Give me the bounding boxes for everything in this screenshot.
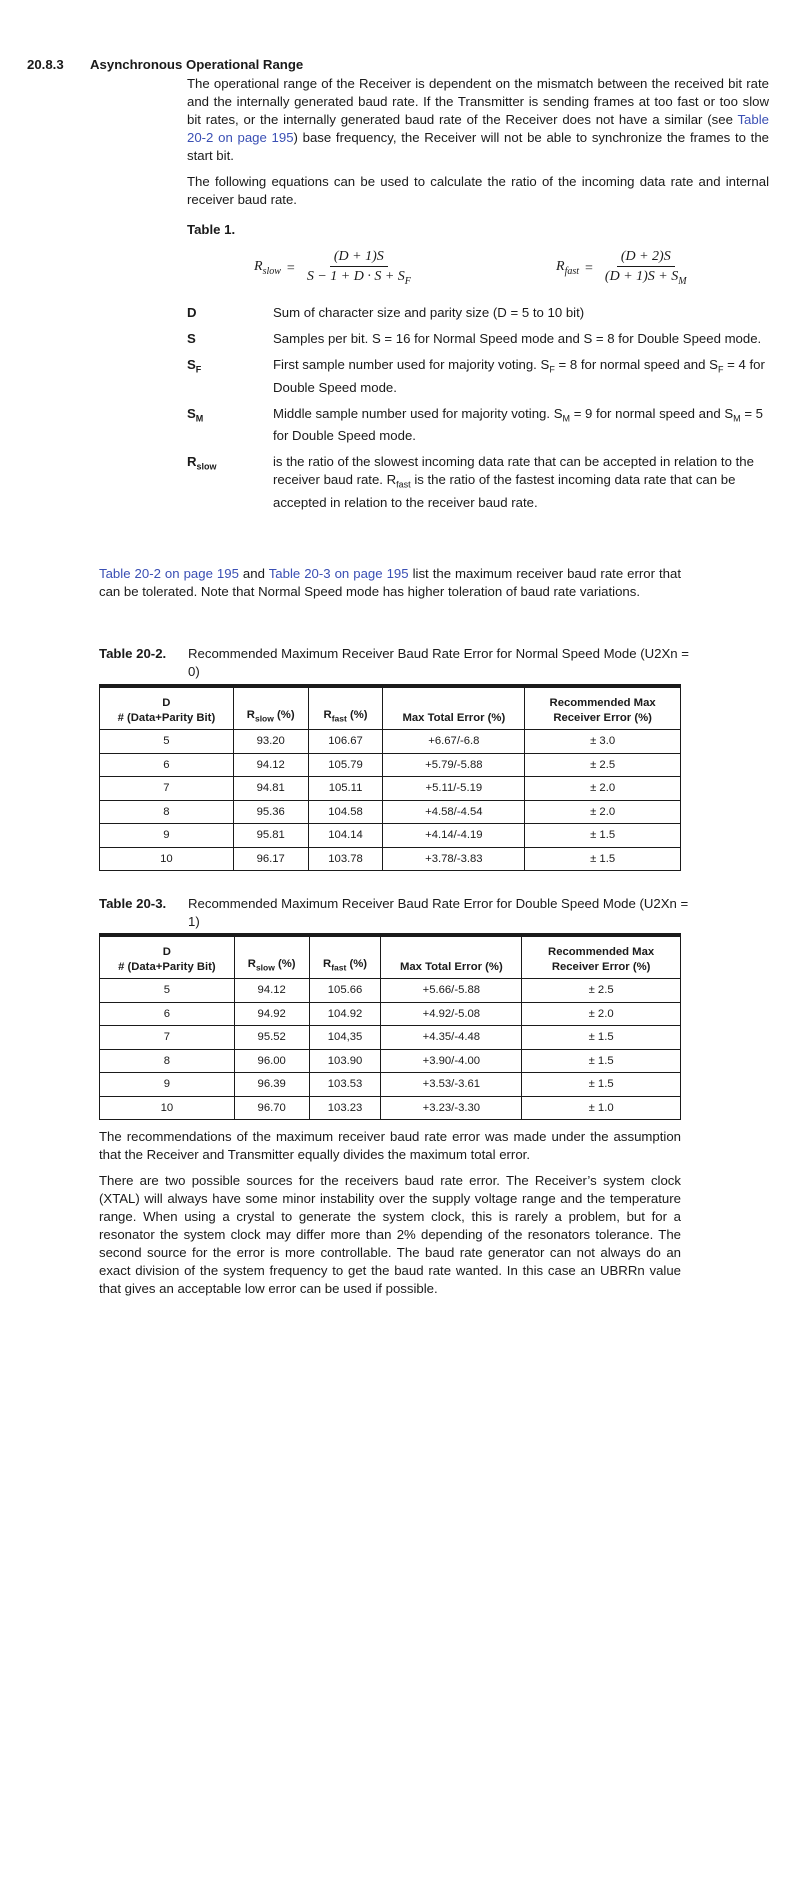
- definition-term: D: [187, 305, 197, 320]
- table-header-row: [100, 686, 681, 730]
- cell-max-total-error: +5.11/-5.19: [383, 777, 525, 801]
- definition-s: [187, 330, 772, 348]
- cell-d: 5: [100, 730, 234, 754]
- r-slow-fraction: [303, 248, 415, 290]
- definition-d: [187, 304, 772, 322]
- definition-description: First sample number used for majority voting. $S_F = 8$ for normal speed and $S_F = 4$ for Double Speed mode.: [273, 357, 765, 395]
- definition-description: Middle sample number used for majority voting. $S_M = 9$ for normal speed and $S_M = 5$ for Double Speed mode.: [273, 405, 764, 444]
- column-header-rfast: $R_{fast}$ (%): [309, 935, 381, 979]
- equals-sign: =: [286, 260, 295, 276]
- table-20-3: [99, 933, 681, 1120]
- table-row: [100, 1026, 681, 1050]
- cell-max-total-error: +3.23/-3.30: [381, 1096, 522, 1120]
- table-row: [100, 847, 681, 871]
- cell-recommended-max: ± 2.5: [522, 979, 681, 1003]
- cell-recommended-max: ± 1.5: [525, 847, 681, 871]
- table-label: Table 20-3.: [99, 896, 167, 911]
- equals-sign: =: [585, 260, 593, 276]
- definition-description: Sum of character size and parity size (D = 5 to 10 bit): [273, 305, 585, 320]
- cell-rfast: 104.92: [309, 1002, 381, 1026]
- cell-rfast: 103.90: [309, 1049, 381, 1073]
- cell-d: 7: [100, 1026, 235, 1050]
- cell-max-total-error: +5.79/-5.88: [383, 753, 525, 777]
- table-row: [100, 1096, 681, 1120]
- cell-d: 7: [100, 777, 234, 801]
- table-title: Recommended Maximum Receiver Baud Rate Error for Normal Speed Mode (U2Xn = 0): [188, 646, 689, 679]
- r-slow-equation: [254, 248, 415, 290]
- r-fast-equation: [556, 248, 691, 290]
- closing-paragraph-2: There are two possible sources for the receivers baud rate error. The Receiver’s system clock (XTAL) will always have some minor instability over the supply voltage range and the temperature range. When using a crystal to generate the system clock, this is rarely a problem, but for a resonator the system clock may differ more than 2% depending of the resonators tolerance. The second source for the error is more controllable. The baud rate generator can not always do an exact division of the system frequency to get the baud rate wanted. In this case an UBRRn value that gives an acceptable low error can be used if possible.: [99, 1173, 681, 1296]
- intro-text-after-link: ) base frequency, the Receiver will not be able to synchronize the frames to the start bit.: [187, 130, 769, 163]
- intro-paragraph-2: The following equations can be used to calculate the ratio of the incoming data rate and internal receiver baud rate.: [187, 174, 769, 207]
- definition-term: $S_F$: [187, 357, 202, 375]
- table-20-2-caption: [99, 645, 689, 681]
- cell-rslow: 94.12: [233, 753, 308, 777]
- cell-rfast: 103.53: [309, 1073, 381, 1097]
- cell-rslow: 96.00: [234, 1049, 309, 1073]
- definition-sf: [187, 356, 772, 397]
- cell-recommended-max: ± 2.0: [522, 1002, 681, 1026]
- cell-rfast: 104,35: [309, 1026, 381, 1050]
- cell-d: 9: [100, 1073, 235, 1097]
- column-header-max-total-error: Max Total Error (%): [381, 935, 522, 979]
- intro-text-before-link: The operational range of the Receiver is dependent on the mismatch between the received bit rate and the internally generated baud rate. If the Transmitter is sending frames at too fast or too slow bit rates, or the internally generated baud rate of the Receiver does not have a similar (see: [187, 76, 769, 127]
- cell-rfast: 103.78: [308, 847, 383, 871]
- cell-recommended-max: ± 1.5: [522, 1049, 681, 1073]
- equations-label: Table 1.: [187, 222, 236, 237]
- cell-rslow: 95.81: [233, 824, 308, 848]
- cell-d: 6: [100, 1002, 235, 1026]
- table-20-3-caption: [99, 895, 689, 931]
- r-fast-numerator: (D + 2)S: [617, 248, 675, 267]
- table-row: [100, 979, 681, 1003]
- r-slow-denominator: $S - 1 + D \cdot S + S_F$: [306, 269, 411, 287]
- cell-rfast: 105.11: [308, 777, 383, 801]
- r-fast-lhs: $R_{fast}$: [556, 258, 580, 277]
- cell-rfast: 106.67: [308, 730, 383, 754]
- table-row: [100, 1002, 681, 1026]
- column-header-rslow: $R_{slow}$ (%): [234, 935, 309, 979]
- column-header-rslow: $R_{slow}$ (%): [233, 686, 308, 730]
- definition-description: Samples per bit. S = 16 for Normal Speed mode and S = 8 for Double Speed mode.: [273, 331, 762, 346]
- r-slow-lhs: $R_{slow}$: [254, 258, 281, 277]
- table-label: Table 20-2.: [99, 646, 167, 661]
- table-20-2-link[interactable]: Table 20-2 on page 195: [187, 112, 769, 145]
- cell-recommended-max: ± 1.5: [522, 1073, 681, 1097]
- tables-intro-paragraph: [99, 565, 681, 601]
- cell-d: 9: [100, 824, 234, 848]
- intro-paragraph-1: [187, 75, 769, 165]
- column-header-rfast: $R_{fast}$ (%): [308, 686, 383, 730]
- column-header-recommended-max: Recommended Max Receiver Error (%): [522, 935, 681, 979]
- definition-term: $S_M$: [187, 405, 204, 424]
- closing-paragraph-1: The recommendations of the maximum receiver baud rate error was made under the assumption that the Receiver and Transmitter equally divides the maximum total error.: [99, 1129, 681, 1162]
- cell-max-total-error: +6.67/-6.8: [383, 730, 525, 754]
- definition-term: $R_{slow}$: [187, 454, 217, 472]
- definition-rslow: [187, 453, 772, 512]
- cell-d: 8: [100, 1049, 235, 1073]
- cell-rfast: 105.66: [309, 979, 381, 1003]
- table-20-2-link[interactable]: Table 20-2 on page 195: [99, 566, 239, 581]
- table-row: [100, 824, 681, 848]
- table-title: Recommended Maximum Receiver Baud Rate Error for Double Speed Mode (U2Xn = 1): [188, 896, 689, 929]
- definition-sm: [187, 405, 772, 446]
- table-row: [100, 1049, 681, 1073]
- tables-intro-text: list the maximum receiver baud rate error that can be tolerated. Note that Normal Speed mode has higher toleration of baud rate variations.: [99, 566, 681, 599]
- cell-d: 10: [100, 1096, 235, 1120]
- table-header-row: [100, 935, 681, 979]
- table-row: [100, 800, 681, 824]
- cell-d: 8: [100, 800, 234, 824]
- cell-rslow: 96.39: [234, 1073, 309, 1097]
- r-fast-fraction: [601, 248, 691, 290]
- cell-rslow: 94.81: [233, 777, 308, 801]
- column-header-recommended-max: Recommended Max Receiver Error (%): [525, 686, 681, 730]
- cell-d: 5: [100, 979, 235, 1003]
- cell-rfast: 104.14: [308, 824, 383, 848]
- and-text: and: [238, 566, 269, 581]
- definition-term: S: [187, 331, 196, 346]
- cell-recommended-max: ± 1.5: [522, 1026, 681, 1050]
- cell-recommended-max: ± 2.0: [525, 777, 681, 801]
- cell-rfast: 104.58: [308, 800, 383, 824]
- table-row: [100, 777, 681, 801]
- r-slow-numerator: (D + 1)S: [330, 248, 388, 267]
- table-row: [100, 753, 681, 777]
- cell-rslow: 95.52: [234, 1026, 309, 1050]
- cell-recommended-max: ± 1.5: [525, 824, 681, 848]
- cell-rfast: 103.23: [309, 1096, 381, 1120]
- table-20-2: [99, 684, 681, 871]
- section-number: 20.8.3: [27, 57, 64, 72]
- cell-max-total-error: +3.78/-3.83: [383, 847, 525, 871]
- cell-max-total-error: +3.90/-4.00: [381, 1049, 522, 1073]
- cell-rslow: 96.17: [233, 847, 308, 871]
- cell-recommended-max: ± 2.0: [525, 800, 681, 824]
- definition-description: is the ratio of the slowest incoming data rate that can be accepted in relation to the receiver baud rate. $R_{fast}$ is the ratio of the fastest incoming data rate that can be accepted in relation to the receiver baud rate.: [273, 454, 754, 510]
- cell-rslow: 94.92: [234, 1002, 309, 1026]
- cell-recommended-max: ± 3.0: [525, 730, 681, 754]
- r-fast-denominator: $(D + 1)S + S_M$: [604, 269, 687, 287]
- column-header-d: D # (Data+Parity Bit): [100, 686, 234, 730]
- cell-rslow: 93.20: [233, 730, 308, 754]
- cell-rslow: 96.70: [234, 1096, 309, 1120]
- cell-max-total-error: +4.14/-4.19: [383, 824, 525, 848]
- cell-rslow: 94.12: [234, 979, 309, 1003]
- column-header-max-total-error: Max Total Error (%): [383, 686, 525, 730]
- cell-recommended-max: ± 1.0: [522, 1096, 681, 1120]
- section-title: Asynchronous Operational Range: [90, 57, 304, 72]
- table-row: [100, 730, 681, 754]
- cell-rslow: 95.36: [233, 800, 308, 824]
- table-row: [100, 1073, 681, 1097]
- cell-max-total-error: +4.92/-5.08: [381, 1002, 522, 1026]
- cell-max-total-error: +4.58/-4.54: [383, 800, 525, 824]
- cell-max-total-error: +5.66/-5.88: [381, 979, 522, 1003]
- cell-recommended-max: ± 2.5: [525, 753, 681, 777]
- cell-max-total-error: +3.53/-3.61: [381, 1073, 522, 1097]
- column-header-d: D # (Data+Parity Bit): [100, 935, 235, 979]
- table-20-3-link[interactable]: Table 20-3 on page 195: [268, 566, 409, 581]
- cell-d: 6: [100, 753, 234, 777]
- definitions-list: [187, 304, 772, 520]
- cell-rfast: 105.79: [308, 753, 383, 777]
- cell-d: 10: [100, 847, 234, 871]
- cell-max-total-error: +4.35/-4.48: [381, 1026, 522, 1050]
